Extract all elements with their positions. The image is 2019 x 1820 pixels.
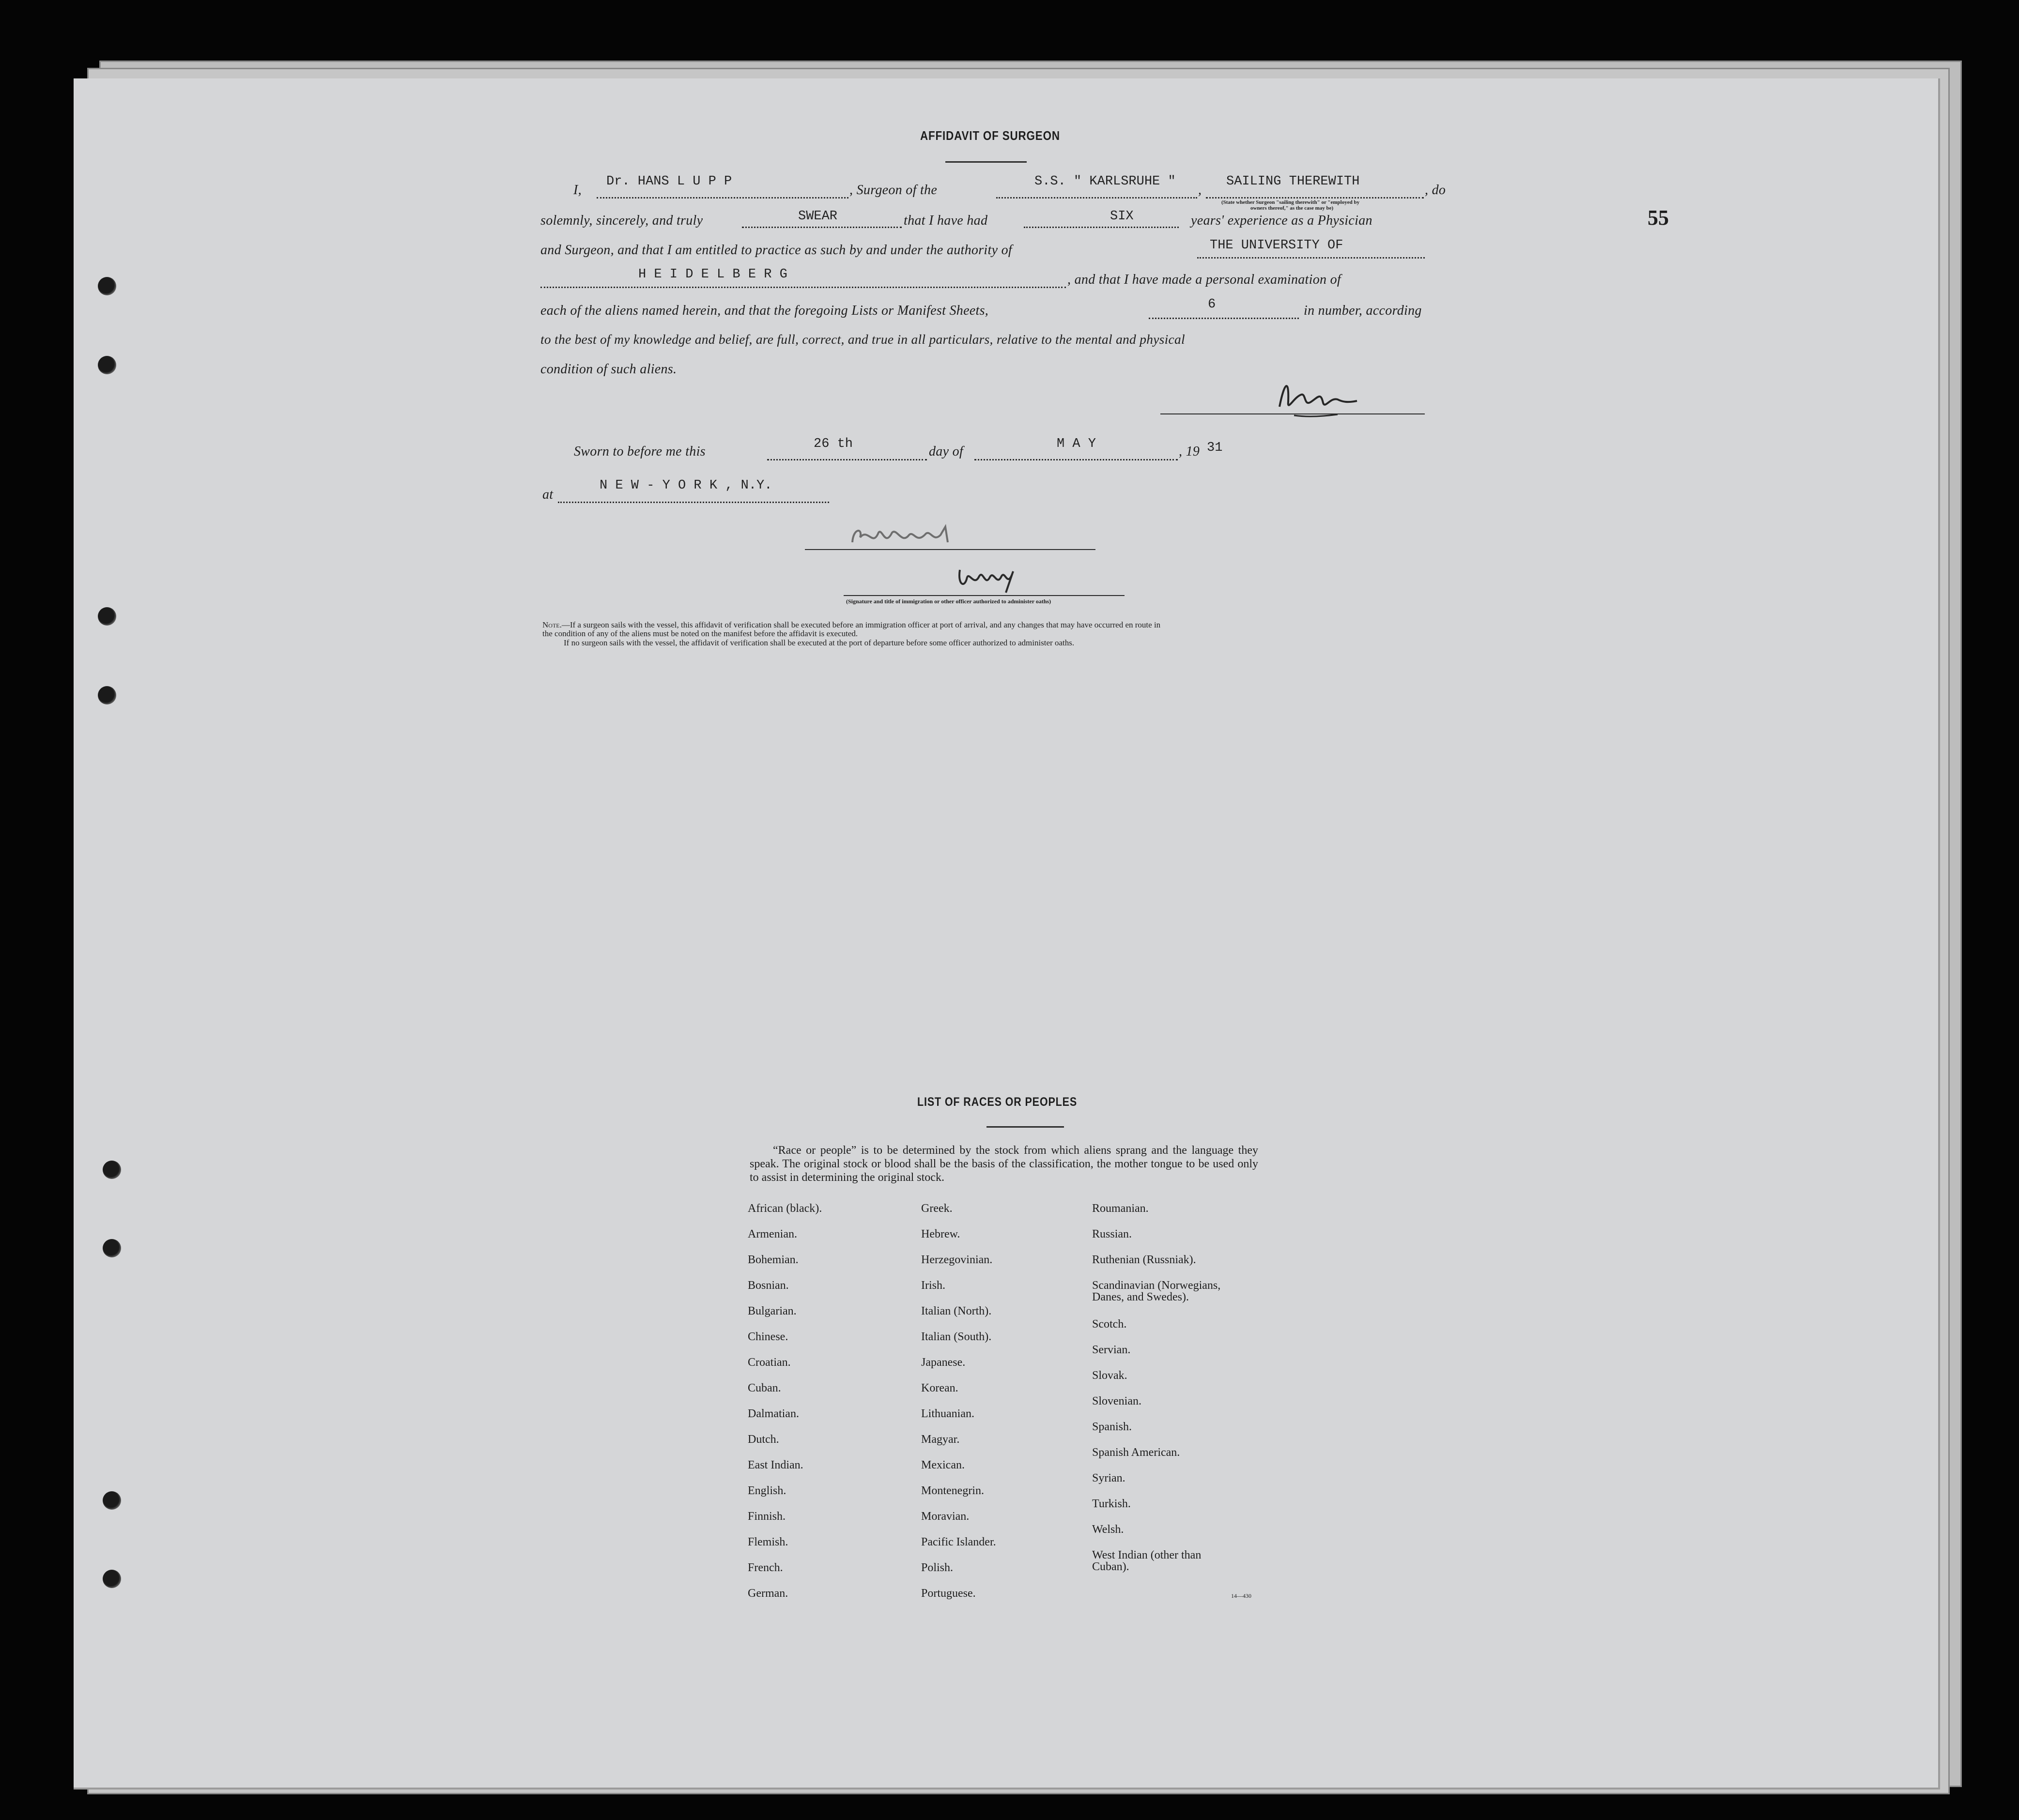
manifest-page bbox=[74, 78, 1940, 1789]
surgeon-status-field: SAILING THEREWITH bbox=[1226, 174, 1360, 189]
race-item: Spanish. bbox=[1092, 1421, 1132, 1433]
officer-initials bbox=[955, 563, 1023, 596]
race-item: West Indian (other than Cuban). bbox=[1092, 1549, 1202, 1573]
note-lead: Note. bbox=[542, 620, 562, 629]
race-item: Irish. bbox=[921, 1279, 945, 1292]
race-item: Pacific Islander. bbox=[921, 1536, 996, 1548]
month-field-line bbox=[974, 459, 1178, 460]
note-line-1 bbox=[542, 621, 1160, 629]
race-item: East Indian. bbox=[748, 1459, 803, 1471]
race-item: Montenegrin. bbox=[921, 1484, 984, 1497]
affidavit-line-2: solemnly, sincerely, and truly bbox=[540, 213, 703, 228]
race-item: Herzegovinian. bbox=[921, 1254, 993, 1266]
binder-hole bbox=[103, 1161, 121, 1179]
race-item: Dutch. bbox=[748, 1433, 779, 1446]
officer-caption: (Signature and title of immigration or other officer authorized to administer oaths) bbox=[846, 598, 1051, 605]
race-item: Finnish. bbox=[748, 1510, 786, 1523]
race-item: Magyar. bbox=[921, 1433, 960, 1446]
binder-hole bbox=[103, 1570, 121, 1588]
race-item: Roumanian. bbox=[1092, 1202, 1149, 1215]
race-item: Cuban. bbox=[748, 1382, 781, 1394]
race-item: Slovenian. bbox=[1092, 1395, 1141, 1407]
affidavit-line-7: condition of such aliens. bbox=[540, 362, 677, 377]
affidavit-had: that I have had bbox=[904, 213, 988, 228]
note-line-3: If no surgeon sails with the vessel, the affidavit of verification shall be executed at the port of departure before some officer authorized to administer oaths. bbox=[564, 638, 1075, 647]
race-item: Dalmatian. bbox=[748, 1407, 799, 1420]
oath-field-line bbox=[742, 227, 902, 228]
race-item: African (black). bbox=[748, 1202, 822, 1215]
sworn-day-field: 26 th bbox=[814, 437, 853, 451]
race-item: Polish. bbox=[921, 1561, 954, 1574]
race-item: French. bbox=[748, 1561, 783, 1574]
authority-field-line bbox=[1197, 257, 1425, 259]
race-item: Italian (South). bbox=[921, 1331, 992, 1343]
binder-hole bbox=[98, 277, 116, 295]
binder-hole bbox=[98, 686, 116, 704]
races-title-rule bbox=[986, 1126, 1064, 1128]
name-field-line bbox=[597, 197, 848, 199]
status-hint: (State whether Surgeon "sailing therewith" or "employed by bbox=[1221, 199, 1360, 205]
sworn-place-field: N E W - Y O R K , N.Y. bbox=[600, 478, 772, 493]
race-item: Japanese. bbox=[921, 1356, 966, 1369]
sworn-year-field: 31 bbox=[1207, 441, 1223, 455]
race-item: Spanish American. bbox=[1092, 1446, 1180, 1459]
surgeon-signature-line bbox=[1160, 413, 1425, 414]
race-item: Hebrew. bbox=[921, 1228, 960, 1240]
affidavit-line-6: to the best of my knowledge and belief, are full, correct, and true in all particulars, relative to the mental and physical bbox=[540, 332, 1185, 347]
affidavit-title: AFFIDAVIT OF SURGEON bbox=[920, 128, 1060, 143]
day-field-line bbox=[767, 459, 927, 460]
note-line-2: the condition of any of the aliens must be noted on the manifest before the affidavit is executed. bbox=[542, 629, 858, 638]
sworn-month-field: M A Y bbox=[1057, 437, 1096, 451]
affidavit-line-3: and Surgeon, and that I am entitled to practice as such by and under the authority of bbox=[540, 243, 1012, 258]
vessel-field: S.S. " KARLSRUHE " bbox=[1034, 174, 1176, 189]
place-field-line bbox=[558, 502, 829, 503]
binder-hole bbox=[103, 1491, 121, 1510]
race-item: Bosnian. bbox=[748, 1279, 789, 1292]
sworn-at-label: at bbox=[542, 487, 554, 502]
race-item: Korean. bbox=[921, 1382, 958, 1394]
affidavit-line-4: , and that I have made a personal examination of bbox=[1067, 272, 1341, 287]
status-field-line bbox=[1206, 197, 1424, 199]
years-field: SIX bbox=[1110, 209, 1134, 224]
race-item: Servian. bbox=[1092, 1344, 1131, 1356]
race-item: Russian. bbox=[1092, 1228, 1132, 1240]
binder-hole bbox=[98, 607, 116, 626]
race-item: Armenian. bbox=[748, 1228, 797, 1240]
race-item: Italian (North). bbox=[921, 1305, 992, 1317]
binder-hole bbox=[103, 1239, 121, 1257]
race-item: Portuguese. bbox=[921, 1587, 976, 1600]
race-item: Chinese. bbox=[748, 1331, 788, 1343]
race-item: Slovak. bbox=[1092, 1369, 1127, 1382]
affidavit-line-5: each of the aliens named herein, and that the foregoing Lists or Manifest Sheets, bbox=[540, 303, 989, 318]
sheets-field-line bbox=[1149, 318, 1299, 319]
years-field-line bbox=[1024, 227, 1179, 228]
authority-cont-line bbox=[540, 287, 1066, 288]
sheets-field: 6 bbox=[1208, 297, 1216, 312]
race-item: Moravian. bbox=[921, 1510, 970, 1523]
day-of-label: day of bbox=[929, 444, 964, 459]
race-item: Flemish. bbox=[748, 1536, 788, 1548]
sworn-label: Sworn to before me this bbox=[574, 444, 706, 459]
officer-signature-line bbox=[805, 549, 1095, 550]
race-item: Lithuanian. bbox=[921, 1407, 974, 1420]
race-item: Greek. bbox=[921, 1202, 953, 1215]
race-item: English. bbox=[748, 1484, 786, 1497]
officer-signature bbox=[848, 523, 984, 552]
races-intro: “Race or people” is to be determined by the stock from which aliens sprang and the language they speak. The original stock or blood shall be the basis of the classification, the mother tongue to be used only to assist in determining the original stock. bbox=[750, 1144, 1258, 1184]
race-item: Scotch. bbox=[1092, 1318, 1127, 1331]
race-item: Ruthenian (Russniak). bbox=[1092, 1254, 1196, 1266]
authority-cont-field: H E I D E L B E R G bbox=[638, 267, 787, 282]
oath-field: SWEAR bbox=[798, 209, 838, 224]
affidavit-according: in number, according bbox=[1304, 303, 1422, 318]
surgeon-name-field: Dr. HANS L U P P bbox=[606, 174, 732, 189]
form-code: 14—430 bbox=[1231, 1592, 1251, 1599]
race-item: Welsh. bbox=[1092, 1523, 1124, 1536]
races-title: LIST OF RACES OR PEOPLES bbox=[917, 1095, 1078, 1109]
race-item: Croatian. bbox=[748, 1356, 791, 1369]
vessel-field-line bbox=[996, 197, 1197, 199]
race-item: Syrian. bbox=[1092, 1472, 1125, 1484]
title-rule bbox=[945, 161, 1027, 163]
race-item: Bohemian. bbox=[748, 1254, 799, 1266]
authority-field: THE UNIVERSITY OF bbox=[1210, 238, 1343, 253]
year-prefix: , 19 bbox=[1179, 444, 1200, 459]
vessel-comma: , bbox=[1198, 183, 1202, 198]
race-item: Scandinavian (Norwegians, Danes, and Swedes). bbox=[1092, 1279, 1221, 1303]
note-text: —If a surgeon sails with the vessel, this affidavit of verification shall be executed before an immigration officer at port of arrival, and any changes that may have occurred en route in bbox=[561, 620, 1161, 629]
binder-hole bbox=[98, 356, 116, 374]
race-item: German. bbox=[748, 1587, 788, 1600]
race-item: Bulgarian. bbox=[748, 1305, 797, 1317]
affidavit-prefix: I, bbox=[573, 183, 582, 198]
affidavit-do: , do bbox=[1425, 183, 1446, 198]
race-item: Mexican. bbox=[921, 1459, 965, 1471]
page-number: 55 bbox=[1648, 206, 1669, 229]
race-item: Turkish. bbox=[1092, 1498, 1131, 1510]
affidavit-experience: years' experience as a Physician bbox=[1191, 213, 1372, 228]
status-hint: owners thereof," as the case may be) bbox=[1250, 205, 1334, 211]
surgeon-of-label: , Surgeon of the bbox=[849, 183, 938, 198]
officer-caption-line bbox=[844, 595, 1125, 596]
